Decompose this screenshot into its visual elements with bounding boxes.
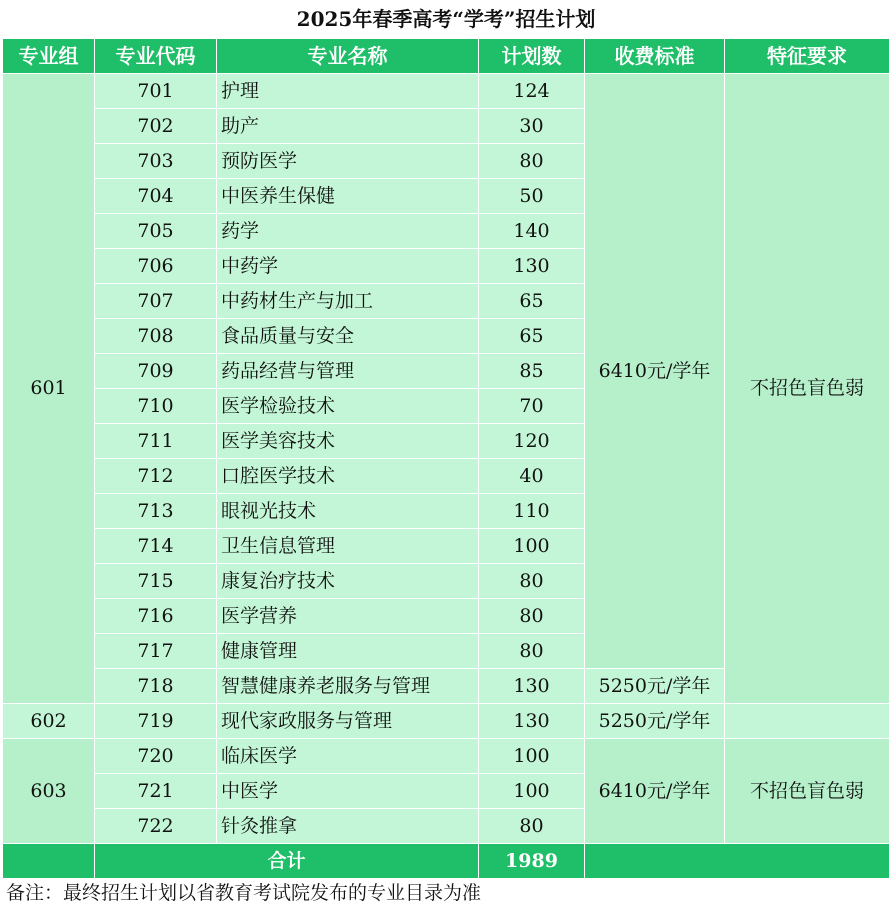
name-cell: 药品经营与管理 bbox=[217, 354, 479, 389]
total-blank-cell bbox=[585, 844, 890, 879]
count-cell: 124 bbox=[479, 74, 585, 109]
name-cell: 食品质量与安全 bbox=[217, 319, 479, 354]
count-cell: 80 bbox=[479, 809, 585, 844]
count-cell: 65 bbox=[479, 284, 585, 319]
table-row bbox=[3, 74, 890, 109]
header-fee: 收费标准 bbox=[585, 39, 725, 74]
name-cell: 健康管理 bbox=[217, 634, 479, 669]
code-cell: 703 bbox=[95, 144, 217, 179]
code-cell: 705 bbox=[95, 214, 217, 249]
code-cell: 711 bbox=[95, 424, 217, 459]
count-cell: 80 bbox=[479, 144, 585, 179]
requirement-cell: 不招色盲色弱 bbox=[725, 739, 890, 844]
code-cell: 702 bbox=[95, 109, 217, 144]
name-cell: 口腔医学技术 bbox=[217, 459, 479, 494]
code-cell: 706 bbox=[95, 249, 217, 284]
total-label: 合计 bbox=[95, 844, 479, 879]
table-row bbox=[3, 704, 890, 739]
name-cell: 中医学 bbox=[217, 774, 479, 809]
fee-cell: 6410元/学年 bbox=[585, 74, 725, 669]
name-cell: 眼视光技术 bbox=[217, 494, 479, 529]
code-cell: 714 bbox=[95, 529, 217, 564]
code-cell: 717 bbox=[95, 634, 217, 669]
count-cell: 110 bbox=[479, 494, 585, 529]
code-cell: 708 bbox=[95, 319, 217, 354]
name-cell: 药学 bbox=[217, 214, 479, 249]
fee-cell: 6410元/学年 bbox=[585, 739, 725, 844]
count-cell: 50 bbox=[479, 179, 585, 214]
count-cell: 100 bbox=[479, 739, 585, 774]
code-cell: 704 bbox=[95, 179, 217, 214]
count-cell: 80 bbox=[479, 564, 585, 599]
name-cell: 临床医学 bbox=[217, 739, 479, 774]
requirement-cell: 不招色盲色弱 bbox=[725, 74, 890, 704]
header-requirement: 特征要求 bbox=[725, 39, 890, 74]
count-cell: 80 bbox=[479, 634, 585, 669]
name-cell: 医学营养 bbox=[217, 599, 479, 634]
count-cell: 100 bbox=[479, 774, 585, 809]
name-cell: 护理 bbox=[217, 74, 479, 109]
code-cell: 713 bbox=[95, 494, 217, 529]
code-cell: 720 bbox=[95, 739, 217, 774]
name-cell: 助产 bbox=[217, 109, 479, 144]
name-cell: 现代家政服务与管理 bbox=[217, 704, 479, 739]
count-cell: 80 bbox=[479, 599, 585, 634]
table-title: 2025年春季高考“学考”招生计划 bbox=[296, 7, 596, 31]
table-row bbox=[3, 739, 890, 774]
code-cell: 722 bbox=[95, 809, 217, 844]
count-cell: 120 bbox=[479, 424, 585, 459]
footnote: 备注：最终招生计划以省教育考试院发布的专业目录为准 bbox=[6, 882, 482, 904]
code-cell: 715 bbox=[95, 564, 217, 599]
code-cell: 721 bbox=[95, 774, 217, 809]
group-cell: 602 bbox=[3, 704, 95, 739]
code-cell: 701 bbox=[95, 74, 217, 109]
count-cell: 130 bbox=[479, 249, 585, 284]
count-cell: 85 bbox=[479, 354, 585, 389]
count-cell: 130 bbox=[479, 669, 585, 704]
fee-cell: 5250元/学年 bbox=[585, 669, 725, 704]
total-row bbox=[3, 844, 890, 879]
fee-cell: 5250元/学年 bbox=[585, 704, 725, 739]
name-cell: 医学检验技术 bbox=[217, 389, 479, 424]
count-cell: 100 bbox=[479, 529, 585, 564]
header-code: 专业代码 bbox=[95, 39, 217, 74]
code-cell: 718 bbox=[95, 669, 217, 704]
code-cell: 712 bbox=[95, 459, 217, 494]
count-cell: 130 bbox=[479, 704, 585, 739]
count-cell: 65 bbox=[479, 319, 585, 354]
name-cell: 中药学 bbox=[217, 249, 479, 284]
count-cell: 70 bbox=[479, 389, 585, 424]
name-cell: 康复治疗技术 bbox=[217, 564, 479, 599]
name-cell: 针灸推拿 bbox=[217, 809, 479, 844]
header-group: 专业组 bbox=[3, 39, 95, 74]
group-cell: 601 bbox=[3, 74, 95, 704]
code-cell: 719 bbox=[95, 704, 217, 739]
enrollment-plan-table bbox=[2, 38, 890, 879]
name-cell: 卫生信息管理 bbox=[217, 529, 479, 564]
total-blank-cell bbox=[3, 844, 95, 879]
header-row bbox=[3, 39, 890, 74]
count-cell: 140 bbox=[479, 214, 585, 249]
total-count: 1989 bbox=[479, 844, 585, 879]
code-cell: 709 bbox=[95, 354, 217, 389]
code-cell: 716 bbox=[95, 599, 217, 634]
name-cell: 预防医学 bbox=[217, 144, 479, 179]
name-cell: 医学美容技术 bbox=[217, 424, 479, 459]
count-cell: 30 bbox=[479, 109, 585, 144]
name-cell: 中药材生产与加工 bbox=[217, 284, 479, 319]
name-cell: 中医养生保健 bbox=[217, 179, 479, 214]
count-cell: 40 bbox=[479, 459, 585, 494]
code-cell: 707 bbox=[95, 284, 217, 319]
requirement-cell bbox=[725, 704, 890, 739]
code-cell: 710 bbox=[95, 389, 217, 424]
name-cell: 智慧健康养老服务与管理 bbox=[217, 669, 479, 704]
header-count: 计划数 bbox=[479, 39, 585, 74]
group-cell: 603 bbox=[3, 739, 95, 844]
header-name: 专业名称 bbox=[217, 39, 479, 74]
